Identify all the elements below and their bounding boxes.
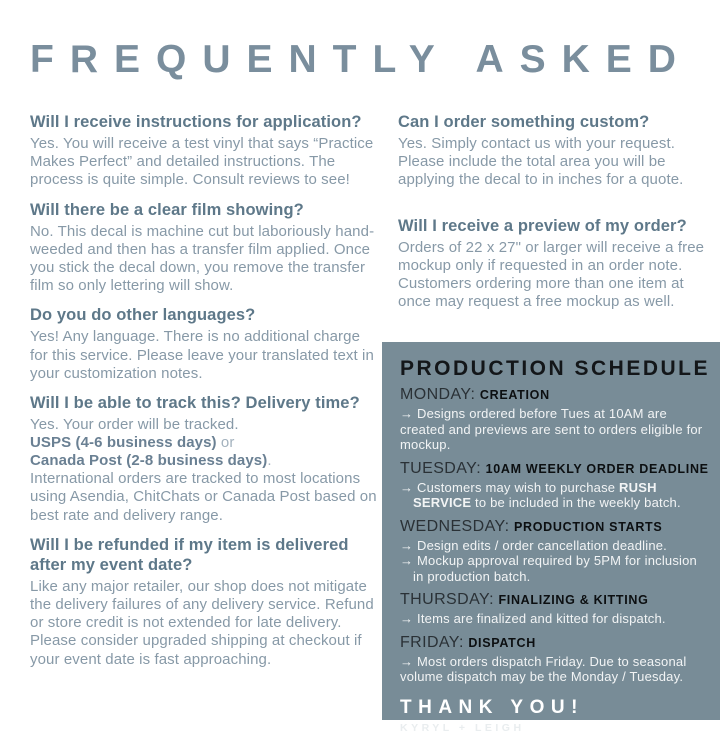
arrow-right-icon: → [400, 653, 414, 669]
faq-left-column [30, 112, 382, 679]
arrow-right-icon: → [400, 479, 414, 495]
faq-question: Will I be refunded if my item is delivered after my event date? [30, 535, 349, 574]
day-name: FRIDAY: [400, 633, 464, 651]
schedule-point [400, 406, 710, 453]
page-title: FREQUENTLY ASKED [30, 38, 692, 81]
schedule-wednesday [400, 517, 710, 585]
faq-answer: Orders of 22 x 27" or larger will receive a free mockup only if requested in an order note. Customers ordering more than one item at once may request a free mockup as well. [398, 238, 705, 311]
schedule-point [400, 538, 710, 554]
faq-question: Will I receive a preview of my order? [398, 216, 687, 235]
faq-item-clear-film [30, 200, 382, 296]
faq-answer: Yes. Simply contact us with your request. Please include the total area you will be applying the decal to in inches for a quote. [398, 135, 684, 189]
schedule-thursday [400, 590, 710, 627]
carrier-usps-line [30, 434, 382, 452]
carrier-canada: Canada Post (2-8 business days) [30, 452, 268, 470]
day-label: CREATION [479, 388, 550, 403]
carrier-usps-suffix: or [216, 434, 235, 452]
faq-item-order-preview [398, 216, 710, 312]
faq-question: Will there be a clear film showing? [30, 200, 304, 219]
signature-text: KYRYL + LEIGH [400, 722, 525, 734]
schedule-title: PRODUCTION SCHEDULE [400, 357, 711, 380]
point-text-pre: Customers may wish to purchase [417, 479, 620, 495]
day-label: 10AM WEEKLY ORDER DEADLINE [485, 461, 709, 476]
day-name: WEDNESDAY: [400, 517, 510, 535]
day-name: THURSDAY: [400, 591, 494, 609]
schedule-monday [400, 385, 710, 453]
tracking-intro: Yes. Your order will be tracked. [30, 415, 239, 433]
faq-question: Can I order something custom? [398, 113, 650, 131]
schedule-tuesday [400, 459, 710, 511]
arrow-right-icon: → [400, 537, 414, 553]
point-text-post: to be included in the weekly batch. [471, 495, 681, 511]
schedule-point [400, 480, 710, 511]
faq-answer: Like any major retailer, our shop does not mitigate the delivery failures of any delivery service. Refund or store credit is not extended for late delivery. Please consider upgraded shipping at checkout if your event date is fast approaching. [30, 578, 374, 668]
rush-service-text: RUSH SERVICE [413, 479, 657, 511]
faq-right-column [398, 112, 710, 337]
arrow-right-icon: → [400, 406, 414, 422]
day-label: DISPATCH [468, 635, 536, 650]
arrow-right-icon: → [400, 611, 414, 627]
day-label: PRODUCTION STARTS [513, 519, 663, 534]
faq-answer: No. This decal is machine cut but laboriously hand-weeded and then has a transfer film applied. Once you stick the decal down, you remove the transfer film so only lettering will show. [30, 222, 375, 295]
production-schedule-panel [382, 342, 720, 734]
schedule-point [400, 611, 710, 627]
faq-answer: Yes! Any language. There is no additional charge for this service. Please leave your translated text in your customization notes. [30, 328, 374, 382]
point-text: Most orders dispatch Friday. Due to seasonal volume dispatch may be the Monday / Tuesday. [400, 653, 687, 685]
day-name: TUESDAY: [400, 459, 482, 477]
day-name: MONDAY: [400, 386, 476, 404]
point-text: Designs ordered before Tues at 10AM are created and previews are sent to orders eligible for mockup. [400, 406, 703, 453]
faq-item-other-languages [30, 305, 382, 383]
carrier-canada-suffix: . [267, 452, 272, 470]
faq-item-custom-order [398, 112, 710, 190]
faq-answer: Yes. You will receive a test vinyl that says “Practice Makes Perfect” and detailed instructions. The process is quite simple. Consult reviews to see! [30, 135, 374, 189]
schedule-friday [400, 633, 710, 685]
point-text: Design edits / order cancellation deadline. [417, 537, 667, 553]
faq-question: Do you do other languages? [30, 306, 256, 325]
tracking-international: International orders are tracked to most locations using Asendia, ChitChats or Canada Post based on best rate and delivery range. [30, 470, 377, 524]
schedule-point [400, 654, 710, 685]
faq-item-tracking-delivery [30, 393, 382, 525]
faq-item-application-instructions [30, 112, 382, 190]
faq-question: Will I receive instructions for application? [30, 113, 362, 131]
point-text: Mockup approval required by 5PM for inclusion in production batch. [413, 553, 697, 584]
carrier-canada-line [30, 452, 382, 470]
arrow-right-icon: → [400, 553, 414, 569]
faq-item-refund-late-delivery [30, 535, 382, 669]
day-label: FINALIZING & KITTING [498, 593, 649, 608]
point-text: Items are finalized and kitted for dispatch. [417, 611, 666, 627]
carrier-usps: USPS (4-6 business days) [30, 434, 217, 452]
thank-you-text: THANK YOU! [400, 696, 584, 718]
faq-answer [30, 416, 382, 525]
schedule-point [400, 553, 710, 584]
faq-question: Will I be able to track this? Delivery time? [30, 393, 360, 412]
